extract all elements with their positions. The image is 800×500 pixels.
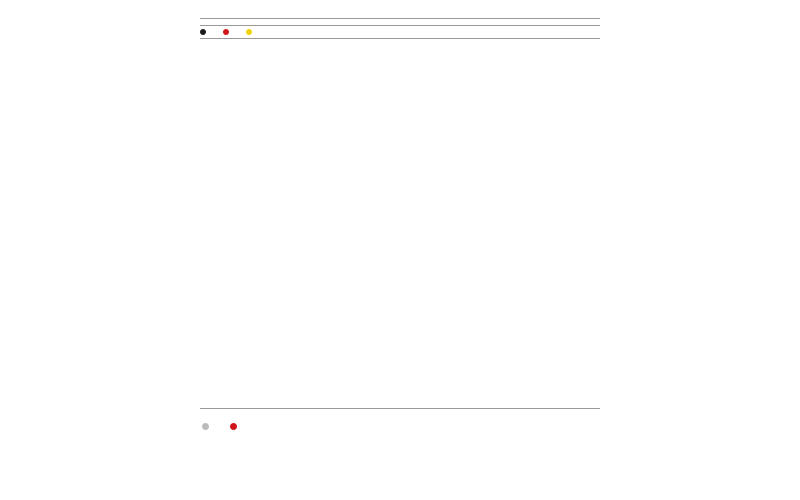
mexico-timeline-chart [196,0,604,500]
infographic [196,0,604,500]
